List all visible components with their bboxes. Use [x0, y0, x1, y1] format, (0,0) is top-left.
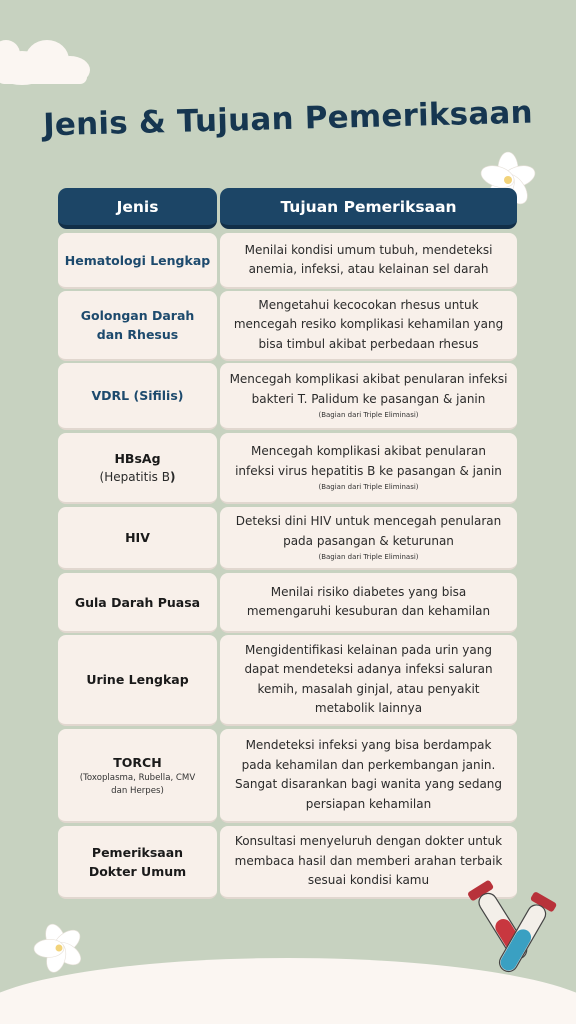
- row-name: Gula Darah Puasa: [74, 594, 201, 610]
- row-note: (Bagian dari Triple Eliminasi): [318, 411, 419, 419]
- row-desc-cell: [220, 291, 517, 361]
- row-desc: Menilai kondisi umum tubuh, mendeteksi anemia, infeksi, atau kelainan sel darah: [244, 242, 493, 276]
- row-name-sub-text: (Hepatitis B: [99, 470, 170, 484]
- table-row: [58, 635, 517, 726]
- row-name-sub-paren: ): [169, 470, 176, 484]
- row-desc-cell: [220, 233, 517, 289]
- row-name: Hematologi Lengkap: [64, 252, 211, 268]
- flower-icon: [28, 918, 90, 974]
- row-name-cell: [58, 729, 217, 823]
- table-row: [58, 573, 517, 633]
- row-desc: Deteksi dini HIV untuk mencegah penularan pada pasangan & keturunan: [235, 514, 502, 548]
- column-header-jenis: Jenis: [58, 188, 217, 229]
- row-name: Pemeriksaan Dokter Umum: [88, 844, 187, 879]
- table-row: [58, 507, 517, 570]
- table-row: [58, 729, 517, 823]
- row-name-cell: [58, 291, 217, 361]
- row-desc-cell: [220, 635, 517, 726]
- row-desc-cell: [220, 507, 517, 570]
- table-row: [58, 363, 517, 430]
- row-name-cell: [58, 826, 217, 899]
- row-desc: Mencegah komplikasi akibat penularan infeksi bakteri T. Palidum ke pasangan & janin: [229, 372, 508, 406]
- column-header-tujuan: Tujuan Pemeriksaan: [220, 188, 517, 229]
- row-desc-cell: [220, 433, 517, 504]
- row-note: (Bagian dari Triple Eliminasi): [318, 483, 419, 491]
- table-row: [58, 433, 517, 504]
- row-name-cell: [58, 507, 217, 570]
- row-name-sub: [100, 468, 176, 486]
- row-name: TORCH: [113, 754, 162, 770]
- row-name-cell: [58, 363, 217, 430]
- row-name-cell: [58, 433, 217, 504]
- row-desc-cell: [220, 729, 517, 823]
- test-tube-icon: [452, 880, 574, 992]
- row-name: HBsAg: [114, 451, 161, 466]
- cloud-icon: [0, 30, 92, 90]
- row-name-detail: (Toxoplasma, Rubella, CMV dan Herpes): [79, 772, 196, 796]
- row-name: VDRL (Sifilis): [91, 388, 184, 403]
- table-row: [58, 233, 517, 289]
- row-desc: Mengidentifikasi kelainan pada urin yang dapat mendeteksi adanya infeksi saluran kemih, masalah ginjal, atau penyakit metabolik lainnya: [244, 642, 493, 715]
- table-row: [58, 826, 517, 899]
- row-name: Urine Lengkap: [86, 672, 189, 687]
- row-desc: Konsultasi menyeluruh dengan dokter untuk membaca hasil dan memberi arahan terbaik sesuai kondisi kamu: [234, 834, 503, 888]
- row-desc: Menilai risiko diabetes yang bisa memengaruhi kesuburan dan kehamilan: [246, 584, 491, 618]
- row-name-cell: [58, 233, 217, 289]
- row-note: (Bagian dari Triple Eliminasi): [318, 553, 419, 561]
- row-name: Golongan Darah dan Rhesus: [80, 308, 195, 342]
- row-desc-cell: [220, 573, 517, 633]
- row-name: HIV: [125, 530, 150, 545]
- page-title: Jenis & Tujuan Pemeriksaan: [42, 94, 534, 144]
- row-desc: Mencegah komplikasi akibat penularan infeksi virus hepatitis B ke pasangan & janin: [235, 444, 502, 478]
- row-desc: Mendeteksi infeksi yang bisa berdampak pada kehamilan dan perkembangan janin. Sangat disarankan bagi wanita yang sedang persiapan kehamilan: [234, 738, 503, 811]
- table-row: [58, 291, 517, 361]
- row-desc: Mengetahui kecocokan rhesus untuk mencegah resiko komplikasi kehamilan yang bisa timbul akibat perbedaan rhesus: [233, 297, 504, 351]
- row-name-cell: [58, 573, 217, 633]
- row-desc-cell: [220, 363, 517, 430]
- row-name-cell: [58, 635, 217, 726]
